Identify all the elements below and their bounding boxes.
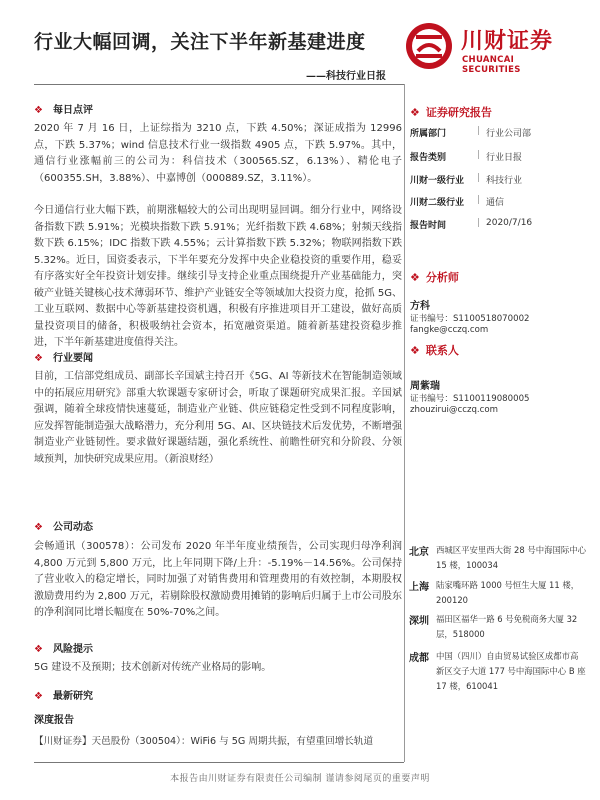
office-address-chengdu: 中国（四川）自由贸易试验区成都市高新区交子大道 177 号中海国际中心 B 座 17 楼，610041 [436,651,586,691]
contact-email[interactable]: zhouzirui@cczq.com [410,405,499,415]
analyst-heading: ❖ 分析师 [410,271,459,284]
analyst-email[interactable]: fangke@cczq.com [410,325,489,335]
info-row-industry-l2: 川财二级行业 | 通信 [410,195,590,211]
office-city-beijing: 北京 [409,547,429,558]
diamond-bullet-icon: ❖ [34,644,43,655]
latest-report-link[interactable]: 【川财证券】天邑股份（300504）：WiFi6 与 5G 周期共振，有望重回增长轨道 [34,736,374,747]
diamond-bullet-icon: ❖ [34,353,43,364]
chuancai-logo-icon [404,21,454,71]
office-address-shenzhen: 福田区福华一路 6 号免税商务大厦 32 层，518000 [436,614,578,639]
risk-heading: ❖ 风险提示 [34,644,93,655]
diamond-bullet-icon: ❖ [34,105,43,116]
info-row-report-type: 报告类别 | 行业日报 [410,150,590,166]
daily-paragraph-2: 今日通信行业大幅下跌，前期涨幅较大的公司出现明显回调。细分行业中，网络设备指数下跌 5.91%；光模块指数下跌 5.91%；光纤指数下跌 4.68%；射频天线指数下跌 6.15%；IDC 指数下跌 4.55%；云计算指数下跌 5.32%；物联网指数下跌 5.32%。近日，国资委表示，下半年要充分发挥中央企业稳投资的重要作用，稳妥有序落实好全年投资计划安排。继续引导支持企业重点围绕提升产业基础能力，突破产业链关键核心技术薄弱环节、维护产业链安全等领域加大投资力度，抢抓 5G、工业互联网、数据中心等新基建投资机遇，积极有序推进项目开工建设，做好高质量投资项目的储备，积极吸纳社会资本，拓宽融资渠道。随着新基建投资稳步推进，下半年新基建进度值得关注。 [34,205,402,348]
analyst-name: 方科 [410,301,430,312]
footer-divider [34,762,404,763]
logo-chinese: 川财证券 [461,29,554,54]
report-info-heading: ❖ 证券研究报告 [410,106,492,119]
risk-paragraph: 5G 建设不及预期；技术创新对传统产业格局的影响。 [34,662,272,673]
office-address-beijing: 西城区平安里西大街 28 号中海国际中心 15 楼，100034 [436,545,586,570]
industry-heading: ❖ 行业要闻 [34,353,93,364]
analyst-cert: 证书编号：S1100518070002 [410,314,530,324]
deep-report-subheading: 深度报告 [34,715,74,726]
industry-paragraph: 目前，工信部党组成员、副部长辛国斌主持召开《5G、AI 等新技术在智能制造领域中的拓展应用研究》部重大软课题专家研讨会，听取了课题研究成果汇报。辛国斌强调，随着全球疫情快速蔓延，制造业产业链、供应链稳定性受到不同程度影响，应发挥智能制造强大战略潜力，充分利用 5G、AI、区块链技术后发优势，不断增强制造业产业链韧性。要求做好课题结题，强化系统性、前瞻性研究和分阶段、分领域预判，加快研究成果应用。（新浪财经） [34,371,402,465]
company-heading: ❖ 公司动态 [34,522,93,533]
company-paragraph: 会畅通讯（300578）：公司发布 2020 年半年度业绩预告，公司实现归母净利润 4,800 万元到 5,800 万元，比上年同期下降/上升：-5.19%－14.56%。公司保持了营业收入的稳定增长，同时加强了对销售费用和管理费用的有效控制，本期股权激励费用约为 2,800 万元，若剔除股权激励费用摊销的影响后归属于上市公司股东的净利润同比增长幅度在 50%-70%之间。 [34,541,402,618]
logo-english: CHUANCAI SECURITIES [462,55,521,75]
contact-cert: 证书编号：S1100119080005 [410,394,530,404]
diamond-bullet-icon: ❖ [34,691,43,702]
footer-disclaimer: 本报告由川财证券有限责任公司编制 谨请参阅尾页的重要声明 [170,774,430,784]
info-row-report-date: 报告时间 | 2020/7/16 [410,218,590,234]
report-title: 行业大幅回调，关注下半年新基建进度 [34,31,366,53]
report-subtitle: ——科技行业日报 [306,71,386,82]
diamond-bullet-icon: ❖ [410,344,420,357]
office-city-shanghai: 上海 [409,582,429,593]
diamond-bullet-icon: ❖ [410,271,420,284]
office-city-shenzhen: 深圳 [409,616,429,627]
column-divider [404,84,405,762]
header-divider [34,84,404,85]
daily-heading: ❖ 每日点评 [34,105,93,116]
latest-heading: ❖ 最新研究 [34,691,93,702]
office-city-chengdu: 成都 [409,653,429,664]
contact-heading: ❖ 联系人 [410,344,459,357]
office-address-shanghai: 陆家嘴环路 1000 号恒生大厦 11 楼，200120 [436,580,580,605]
contact-name: 周紫瑞 [410,381,440,392]
diamond-bullet-icon: ❖ [34,522,43,533]
daily-paragraph-1: 2020 年 7 月 16 日，上证综指为 3210 点，下跌 4.50%；深证成指为 12996 点，下跌 5.37%；wind 信息技术行业一级指数 4905 点，下跌 5.97%。其中，通信行业涨幅前三的公司为：科信技术（300565.SZ，6.13%）、精伦电子（600355.SH，3.88%）、中嘉博创（000889.SZ，3.11%）。 [34,123,402,184]
diamond-bullet-icon: ❖ [410,106,420,119]
info-row-department: 所属部门 | 行业公司部 [410,126,590,142]
info-row-industry-l1: 川财一级行业 | 科技行业 [410,173,590,189]
company-logo [404,21,574,75]
